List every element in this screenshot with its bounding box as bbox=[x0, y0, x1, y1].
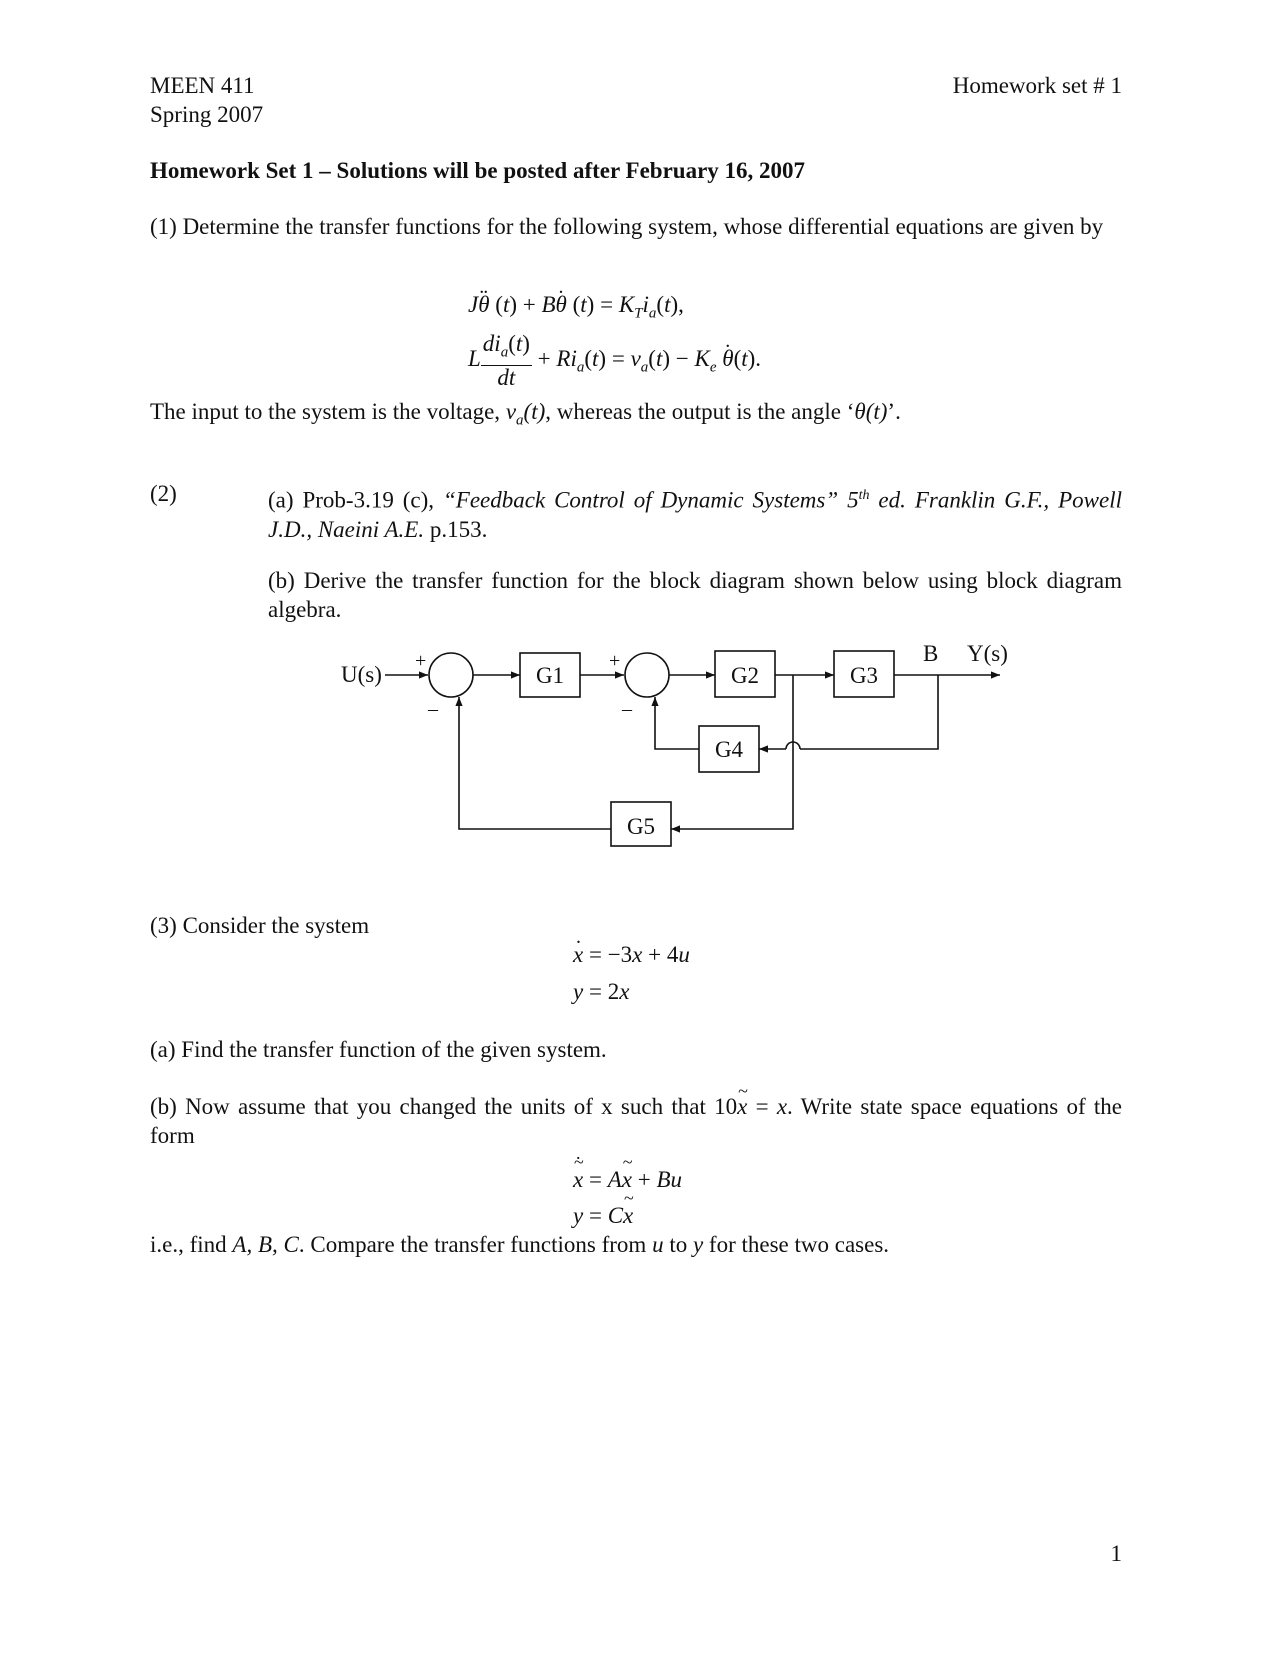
problem-3-compare bbox=[150, 1232, 889, 1258]
sum2-minus-sign: – bbox=[622, 698, 632, 720]
summing-junction-2 bbox=[625, 653, 669, 697]
compare-u: u bbox=[652, 1232, 664, 1257]
compare-prefix: i.e., find bbox=[150, 1232, 233, 1257]
scaled-output-equation: y = C~ x bbox=[573, 1203, 633, 1229]
page-number: 1 bbox=[1110, 1541, 1122, 1566]
problem-1-intro: (1) Determine the transfer functions for the following system, whose differential equations are given by bbox=[150, 214, 1104, 239]
io-var: v bbox=[505, 399, 517, 424]
input-label: U(s) bbox=[341, 662, 382, 687]
sum1-plus-sign: + bbox=[415, 650, 427, 672]
problem-2-number: (2) bbox=[150, 481, 177, 506]
problem-3-part-a: (a) Find the transfer function of the given system. bbox=[150, 1037, 607, 1062]
compare-vars: A, B, C bbox=[232, 1232, 299, 1257]
block-g1-label: G1 bbox=[535, 663, 565, 688]
book-title: “Feedback Control of Dynamic Systems” 5 bbox=[442, 487, 859, 513]
io-arg: (t) bbox=[523, 399, 546, 424]
term: Spring 2007 bbox=[150, 102, 264, 127]
unit-change-equation: 10~ x = x bbox=[714, 1094, 787, 1119]
node-b-label: B bbox=[923, 641, 939, 666]
page-title: Homework Set 1 – Solutions will be posted after February 16, 2007 bbox=[150, 158, 806, 183]
edition-superscript: th bbox=[858, 488, 870, 503]
compare-suffix: for these two cases. bbox=[703, 1232, 890, 1257]
book-authors: ed. Franklin G.F., Powell J.D., Naeini A.E. bbox=[268, 487, 1122, 542]
part-b-lead: (b) Now assume that you changed the units of x such that bbox=[150, 1094, 715, 1119]
io-prefix: The input to the system is the voltage, bbox=[150, 399, 506, 424]
block-g3-label: G3 bbox=[849, 663, 879, 688]
compare-y: y bbox=[692, 1232, 704, 1257]
io-suffix: ’. bbox=[887, 399, 901, 424]
compare-mid: . Compare the transfer functions from bbox=[298, 1232, 653, 1257]
io-theta: θ(t) bbox=[854, 399, 888, 424]
equation-mechanical: J.. θ (t) + B. θ $(t) = K_Ti_a(t)$, bbox=[468, 292, 684, 323]
block-g2-label: G2 bbox=[730, 663, 760, 688]
course-code: MEEN 411 bbox=[150, 73, 255, 98]
g4-to-sum2-path bbox=[655, 697, 699, 749]
problem-2-part-b: (b) Derive the transfer function for the block diagram shown below using block diagram algebra. bbox=[268, 568, 1122, 622]
equation-electrical: L $\frac{di_a(t)}{dt}$ + $Ri_a(t) = v_a(t) - K_e$ . θ(t). bbox=[468, 332, 761, 390]
part-a-prefix: (a) Prob-3.19 (c), bbox=[268, 487, 443, 513]
problem-3-part-b bbox=[150, 1092, 1122, 1150]
block-g5-label: G5 bbox=[626, 814, 656, 839]
compare-to: to bbox=[663, 1232, 693, 1257]
problem-3-intro: (3) Consider the system bbox=[150, 913, 370, 938]
sum2-plus-sign: + bbox=[609, 650, 621, 672]
sum1-minus-sign: – bbox=[428, 698, 438, 720]
scaled-state-equation: ~ x . = A~ x + Bu bbox=[573, 1167, 682, 1193]
io-sub: a bbox=[516, 412, 524, 429]
g5-to-sum1-path bbox=[459, 697, 611, 829]
book-page: p.153. bbox=[424, 516, 488, 542]
block-g4-label: G4 bbox=[714, 737, 744, 762]
homework-label: Homework set # 1 bbox=[952, 73, 1122, 98]
io-mid: , whereas the output is the angle ‘ bbox=[545, 399, 855, 424]
part-b-tail: . Write state space equations of the form bbox=[150, 1094, 1122, 1148]
state-equation: . x = −3x + 4u bbox=[573, 942, 690, 968]
output-equation: y = 2x bbox=[573, 979, 630, 1004]
summing-junction-1 bbox=[429, 653, 473, 697]
output-label: Y(s) bbox=[967, 641, 1008, 666]
